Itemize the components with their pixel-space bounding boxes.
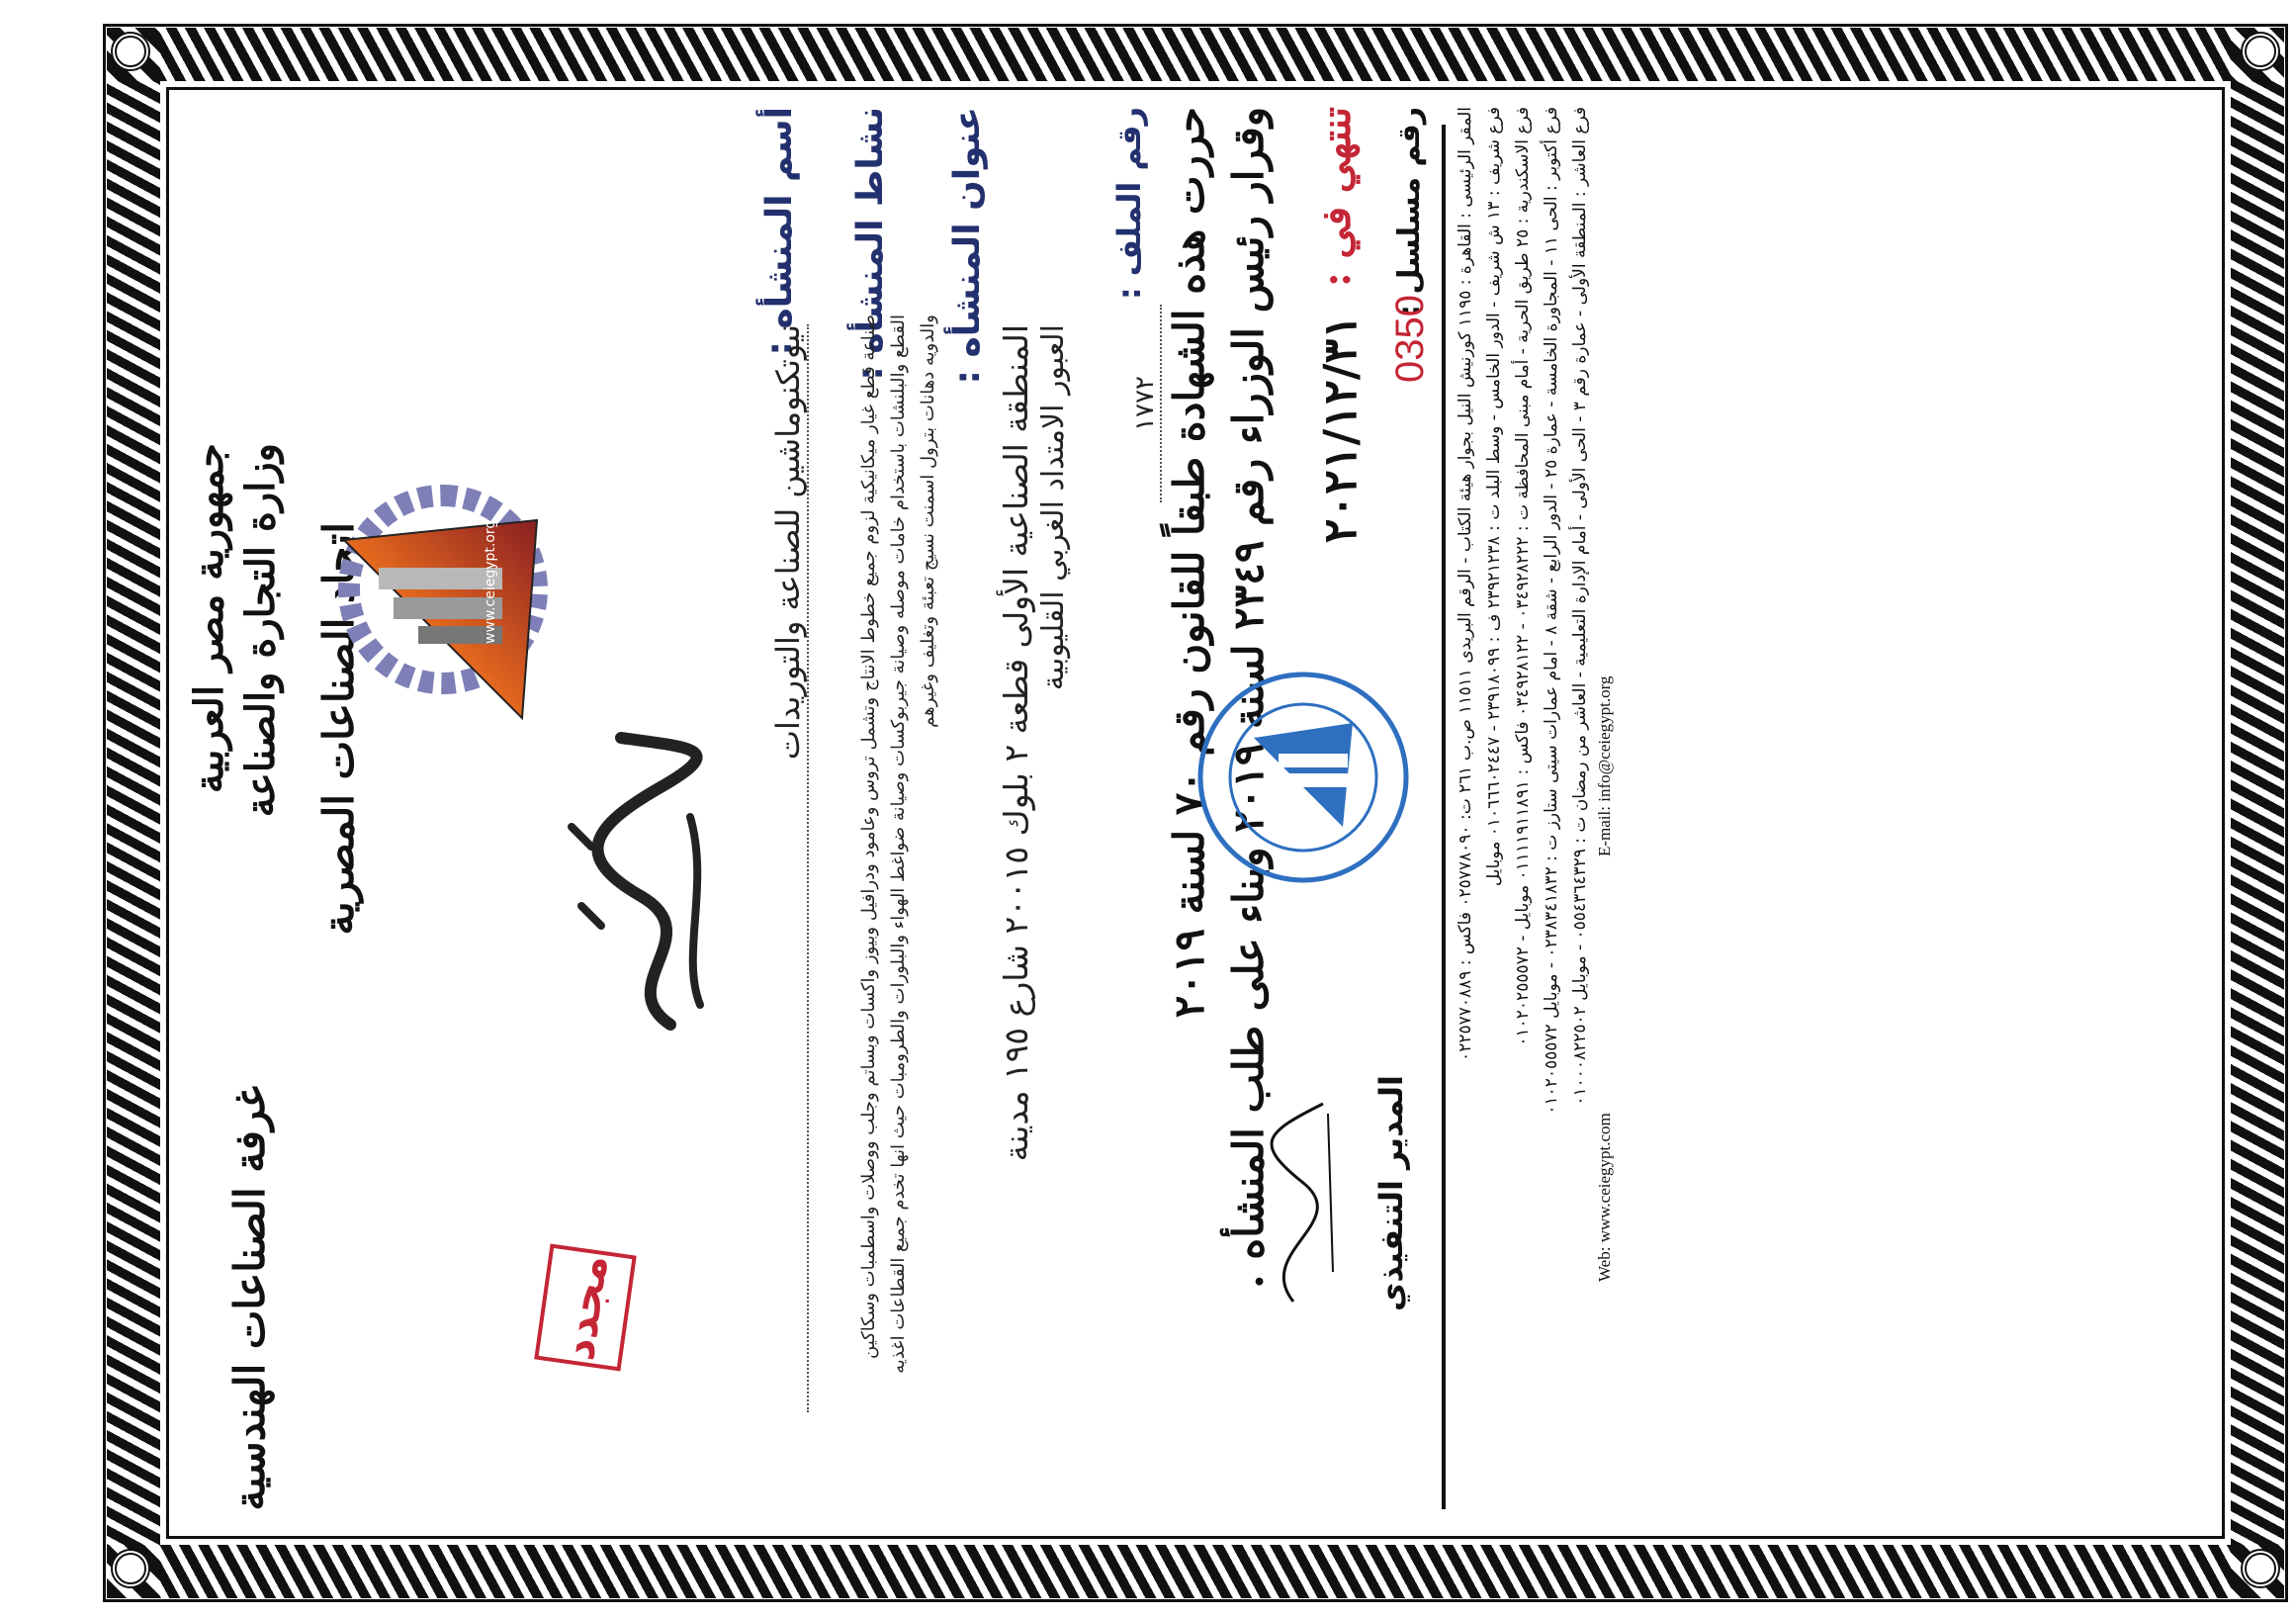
address-value-line-1: المنطقة الصناعية الأولى قطعة ٢ بلوك ٢٠٠١٥ شارع ١٩٥ مدينة xyxy=(997,324,1035,1162)
border-corner-ornament xyxy=(2241,32,2280,71)
header-chamber: غرفة الصناعات الهندسية xyxy=(225,1086,274,1511)
footer-alexandria-branch: فرع الاسكندرية : ٢٥ طريق الحرية - أمام مبنى المحافظة ت : ٠٣٤٩٢٨٢٢٢ - ٠٣٤٩٢٨١٢٢ فاكس : ٠١١١١٩١١٨٩١ موبايل - ٠١٠٢٠٢٥٥٥٧٢ xyxy=(1513,107,1533,1046)
serial-label: رقم مسلسل : xyxy=(1392,107,1427,316)
footer-web[interactable]: Web: www.ceiegypt.com xyxy=(1595,1113,1614,1282)
certificate-content xyxy=(166,87,2225,1539)
serial-value: 0350 xyxy=(1388,295,1432,383)
footer-sherif-branch: فرع شريف : ١٣ ش شريف - الدور الخامس - وسط البلد ت : ٢٣٩٢١٢٣٨ ف : ٢٣٩١٨٠٩٩ - ٠١٠٦٦٦٠٢٤٤٧ موبايل xyxy=(1484,107,1504,887)
header-ministry: وزارة التجارة والصناعة xyxy=(237,443,284,818)
file-number-value: ١٧٧٢ xyxy=(1130,305,1162,502)
chamber-logo xyxy=(324,481,552,738)
certificate-title-calligraphy xyxy=(552,728,730,1044)
logo-website: www.ceiegypt.org xyxy=(483,519,498,644)
border-corner-ornament xyxy=(111,32,150,71)
footer-email[interactable]: E-mail: info@ceiegypt.org xyxy=(1595,675,1614,856)
address-label: عنوان المنشأه : xyxy=(947,107,988,385)
renewal-stamp xyxy=(534,1243,637,1371)
statement-line-2: وقرار رئيس الوزراء رقم ٢٣٤٩ لسنة ٢٠١٩ وبناء على طلب المنشأه . xyxy=(1224,107,1273,1289)
name-value: نيوتكنوماشين للصناعة والتوريدات xyxy=(769,324,809,1412)
expiry-label: تنتهي في : xyxy=(1313,107,1360,288)
border-corner-ornament xyxy=(111,1549,150,1588)
name-label: أسم المنشأه : xyxy=(759,107,800,356)
footer-divider xyxy=(1442,125,1446,1509)
address-value-line-2: العبور الامتداد الغربي القليوبية xyxy=(1036,324,1071,691)
activity-value: صناعة قطع غيار ميكانيكية لزوم جميع خطوط الانتاج وتشمل تروس وعامود ودرافيل وبيوز واكسات وبساتم وجلب ووصلات واسطمبات وسكاكين القطع والبلنشات باستخدام خامات موصله وصيانة جيربوكسات وصيانة ضواغط الهواء والبلورات والطرومبات حيث انها تخدم جميع القطاعات اغذيه والدويه دهانات بترول اسمنت نسيج تعبئة وتغليف وغيرهم xyxy=(858,315,938,1374)
renewal-stamp-text: مجدد xyxy=(553,1251,618,1364)
footer-hq: المقر الرئيسى : القاهرة : ١١٩٥ كورنيش النيل بجوار هيئة الكتاب - الرقم البريدى ١١٥١١ ص.ب ٢٦١ ت: ٠٢٥٧٧٨٠٩٠ فاكس : ٠٢٢٥٧٧٠٨٨٩ xyxy=(1456,107,1475,1061)
header-federation: اتحاد الصناعات المصرية xyxy=(314,522,363,936)
header-republic: جمهورية مصر العربية xyxy=(186,443,232,794)
footer-october-branch: فرع أكتوبر : الحى ١١ - المجاورة الخامسة - عمارة ٢٥ - الدور الرابع - شقة ٨ - امام عمارات سيتى ستارز ت : ٠٢٣٨٣٤١٨٣٢ - موبايل ٠١٠٢٠٥٥٥٧٢ xyxy=(1542,107,1561,1115)
signature xyxy=(1234,1084,1372,1311)
border-corner-ornament xyxy=(2241,1549,2280,1588)
expiry-date: ٢٠٢١/١٢/٣١ xyxy=(1313,315,1367,544)
chamber-seal xyxy=(1194,669,1412,886)
statement-line-1: حررت هذه الشهادة طبقاً للقانون رقم ٧٠ لسنة ٢٠١٩ xyxy=(1165,107,1213,1019)
activity-label: نشاط المنشأه : xyxy=(850,107,891,381)
file-number-label: رقم الملف : xyxy=(1110,107,1148,301)
footer-tenth-branch: فرع العاشر : المنطقة الأولى - عمارة رقم ٣ - الحى الأولى - أمام الإدارة التعليمية - العاشر من رمضان ت : ٠٥٥٤٣٦٤٣٢٩ - موبايل ٠١٠٠٠٨٢٢٥٠٢ xyxy=(1570,107,1590,1106)
signature-title: المدير التنفيذي xyxy=(1372,1075,1410,1311)
